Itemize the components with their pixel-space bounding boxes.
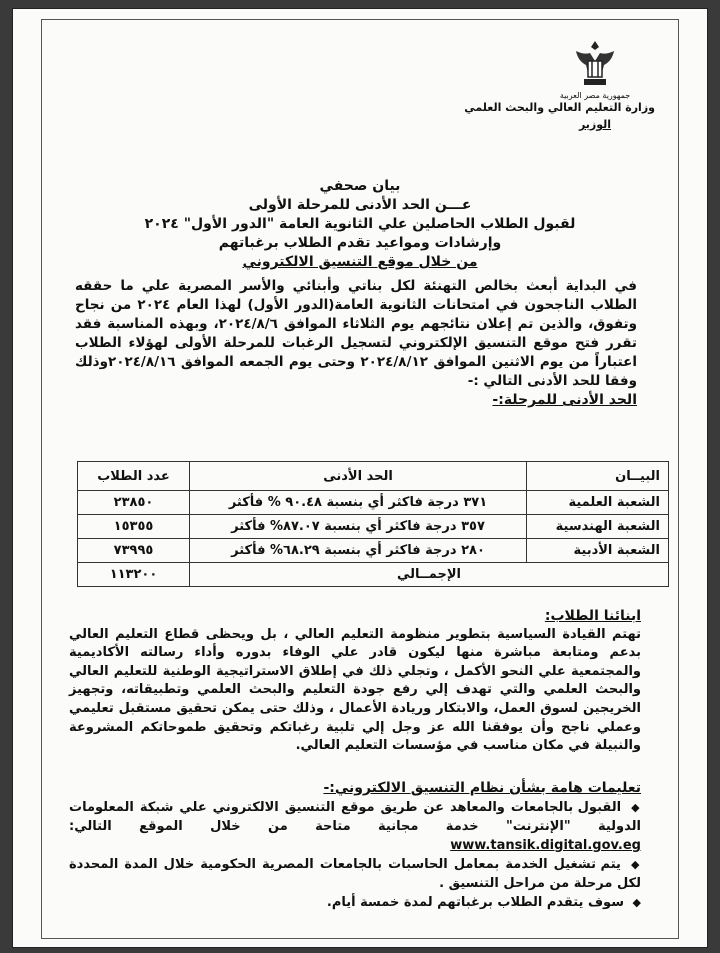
row-min: ٢٨٠ درجة فاكثر أي بنسبة ٦٨.٢٩% فأكثر (190, 539, 527, 563)
table-row (78, 491, 669, 515)
min-score-heading: الحد الأدنى للمرحلة:- (492, 392, 637, 408)
title-3: لقبول الطلاب الحاصلين علي الثانوية العامة "الدور الأول" ٢٠٢٤ (144, 216, 576, 232)
row-branch: الشعبة العلمية (527, 491, 669, 515)
title-2: عـــن الحد الأدنى للمرحلة الأولى (248, 197, 472, 213)
tansik-url-link[interactable]: www.tansik.digital.gov.eg (450, 838, 641, 853)
instruction-1: القبول بالجامعات والمعاهد عن طريق موقع التنسيق الالكتروني علي شبكة المعلومات الدولية "الإنترنت" خدمة مجانية متاحة من خلال الموقع التالي: (69, 800, 641, 834)
diamond-bullet-icon: ◆ (631, 801, 642, 814)
eagle-emblem-icon (572, 37, 618, 89)
row-count: ٢٣٨٥٠ (78, 491, 190, 515)
intro-paragraph (75, 277, 637, 410)
min-score-table (77, 461, 669, 587)
title-5: من خلال موقع التنسيق الالكتروني (242, 254, 478, 270)
document-page (12, 8, 708, 948)
header-min: الحد الأدنى (190, 462, 527, 491)
office-label: الوزير (578, 118, 612, 131)
list-item (69, 893, 641, 912)
diamond-bullet-icon: ◆ (632, 896, 641, 909)
table-row (78, 515, 669, 539)
header-item: البيــان (527, 462, 669, 491)
ministry-letterhead (464, 37, 655, 131)
row-min: ٣٧١ درجة فاكثر أي بنسبة ٩٠.٤٨ % فأكثر (190, 491, 527, 515)
diamond-bullet-icon: ◆ (630, 858, 642, 871)
list-item (69, 798, 641, 855)
list-item (69, 855, 641, 893)
students-text: تهتم القيادة السياسية بتطوير منظومة التعليم العالي ، بل ويحظى قطاع التعليم العالي بدعم ومتابعة مباشرة منها ليكون قادر علي الوفاء بدوره وأداء رسالته الأكاديمية والمجتمعية علي النحو الأكمل ، وتجلي ذلك في إطلاق الاستراتيجية الوطنية للتعليم العالي والبحث العلمي والتي تهدف إلي رفع جودة التعليم والبحث العلمي وتطبيقاته، وتجهيز الخريجين لسوق العمل، والابتكار وريادة الأعمال ، وذلك حتى يمكن تحقيق مستقبل تعليمي وعملي ناجح وأن يوفقنا الله عز وجل إلي تلبية رغباتكم وتحقيق طموحاتكم المشروعة والنبيلة في مكان مناسب في مؤسسات التعليم العالي. (69, 626, 641, 754)
row-branch: الشعبة الأدبية (527, 539, 669, 563)
intro-text: في البداية أبعث بخالص التهنئة لكل بناتي وأبنائي والأسر المصرية علي ما حققه الطلاب الناجحون في امتحانات الثانوية العامة(الدور الأول) لهذا العام ٢٠٢٤ من نجاح وتفوق، والذين تم إعلان نتائجهم يوم الثلاثاء الموافق ٢٠٢٤/٨/٦، وبهذه المناسبة فقد تقرر فتح موقع التنسيق الإلكتروني لتسجيل الرغبات للمرحلة الأولى لهؤلاء الطلاب اعتباراً من يوم الاثنين الموافق ٢٠٢٤/٨/١٢ وحتى يوم الجمعه الموافق ٢٠٢٤/٨/١٦وذلك وفقا للحد الأدنى التالي :- (75, 278, 637, 389)
header-count: عدد الطلاب (78, 462, 190, 491)
row-min: ٣٥٧ درجة فاكثر أي بنسبة ٨٧.٠٧% فأكثر (190, 515, 527, 539)
instruction-3: سوف يتقدم الطلاب برغباتهم لمدة خمسة أيام. (326, 895, 624, 910)
row-count: ٧٣٩٩٥ (78, 539, 190, 563)
total-value: ١١٣٢٠٠ (78, 563, 190, 587)
students-heading: ابنائنا الطلاب: (544, 608, 641, 624)
row-count: ١٥٣٥٥ (78, 515, 190, 539)
row-branch: الشعبة الهندسية (527, 515, 669, 539)
table-row (78, 539, 669, 563)
instructions-heading: تعليمات هامة بشأن نظام التنسيق الالكتروني:- (323, 780, 641, 796)
total-label: الإجمــالي (190, 563, 669, 587)
title-1: بيان صحفي (319, 178, 401, 194)
ministry-name: وزارة التعليم العالي والبحث العلمي (464, 101, 655, 114)
table-header-row (78, 462, 669, 491)
title-4: وإرشادات ومواعيد تقدم الطلاب برغباتهم (218, 235, 502, 251)
students-section (69, 607, 641, 756)
instruction-2: يتم تشغيل الخدمة بمعامل الحاسبات بالجامعات المصرية الحكومية خلال المدة المحددة لكل مرحلة من مراحل التنسيق . (69, 857, 641, 891)
instructions-section (69, 779, 641, 912)
republic-label: جمهورية مصر العربية (559, 91, 631, 100)
press-release-titles (53, 177, 667, 272)
table-total-row (78, 563, 669, 587)
